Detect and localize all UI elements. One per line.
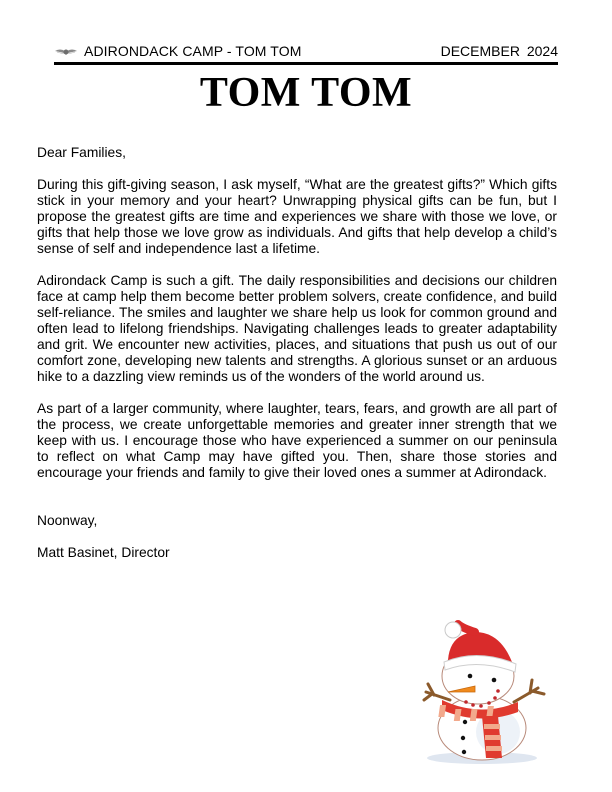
header-divider [54,62,558,65]
letter-paragraph: As part of a larger community, where laughter, tears, fears, and growth are all part of the process, we create unforgettable memories and greater inner strength that we keep with us. I encourage those who have experienced a summer on our peninsula to reflect on what Camp may have gifted you. Then, share those stories and encourage your friends and family to give their loved ones a summer at Adirondack. [37,401,557,480]
header-title: ADIRONDACK CAMP - TOM TOM [84,43,302,59]
snowman-illustration [420,620,555,765]
page-header [54,43,558,61]
letter-signature: Matt Basinet, Director [37,545,170,560]
letter-paragraph: During this gift-giving season, I ask myself, “What are the greatest gifts?” Which gifts stick in your memory and your heart? Unwrapping physical gifts can be fun, but I propose the greatest gifts are time and experiences we share with those we love, or gifts that help those we love grow as individuals. And gifts that help develop a child’s sense of self and independence last a lifetime. [37,177,557,256]
letter-body [37,145,557,561]
letter-paragraph: Adirondack Camp is such a gift. The daily responsibilities and decisions our children face at camp help them become better problem solvers, create confidence, and build self-reliance. The smiles and laughter we share help us look for common ground and often lead to lifelong friendships. Navigating challenges leads to greater adaptability and grit. We encounter new activities, places, and situations that push us out of our comfort zone, developing new talents and strengths. A glorious sunset or an arduous hike to a dazzling view reminds us of the wonders of the world around us. [37,273,557,384]
letter-closing: Noonway, [37,513,98,528]
letter-salutation: Dear Families, [37,145,126,160]
header-date: DECEMBER 2024 [440,43,558,59]
eagle-wings-emblem-icon [54,45,78,57]
newsletter-masthead: TOM TOM [199,70,413,116]
header-left [54,43,301,59]
